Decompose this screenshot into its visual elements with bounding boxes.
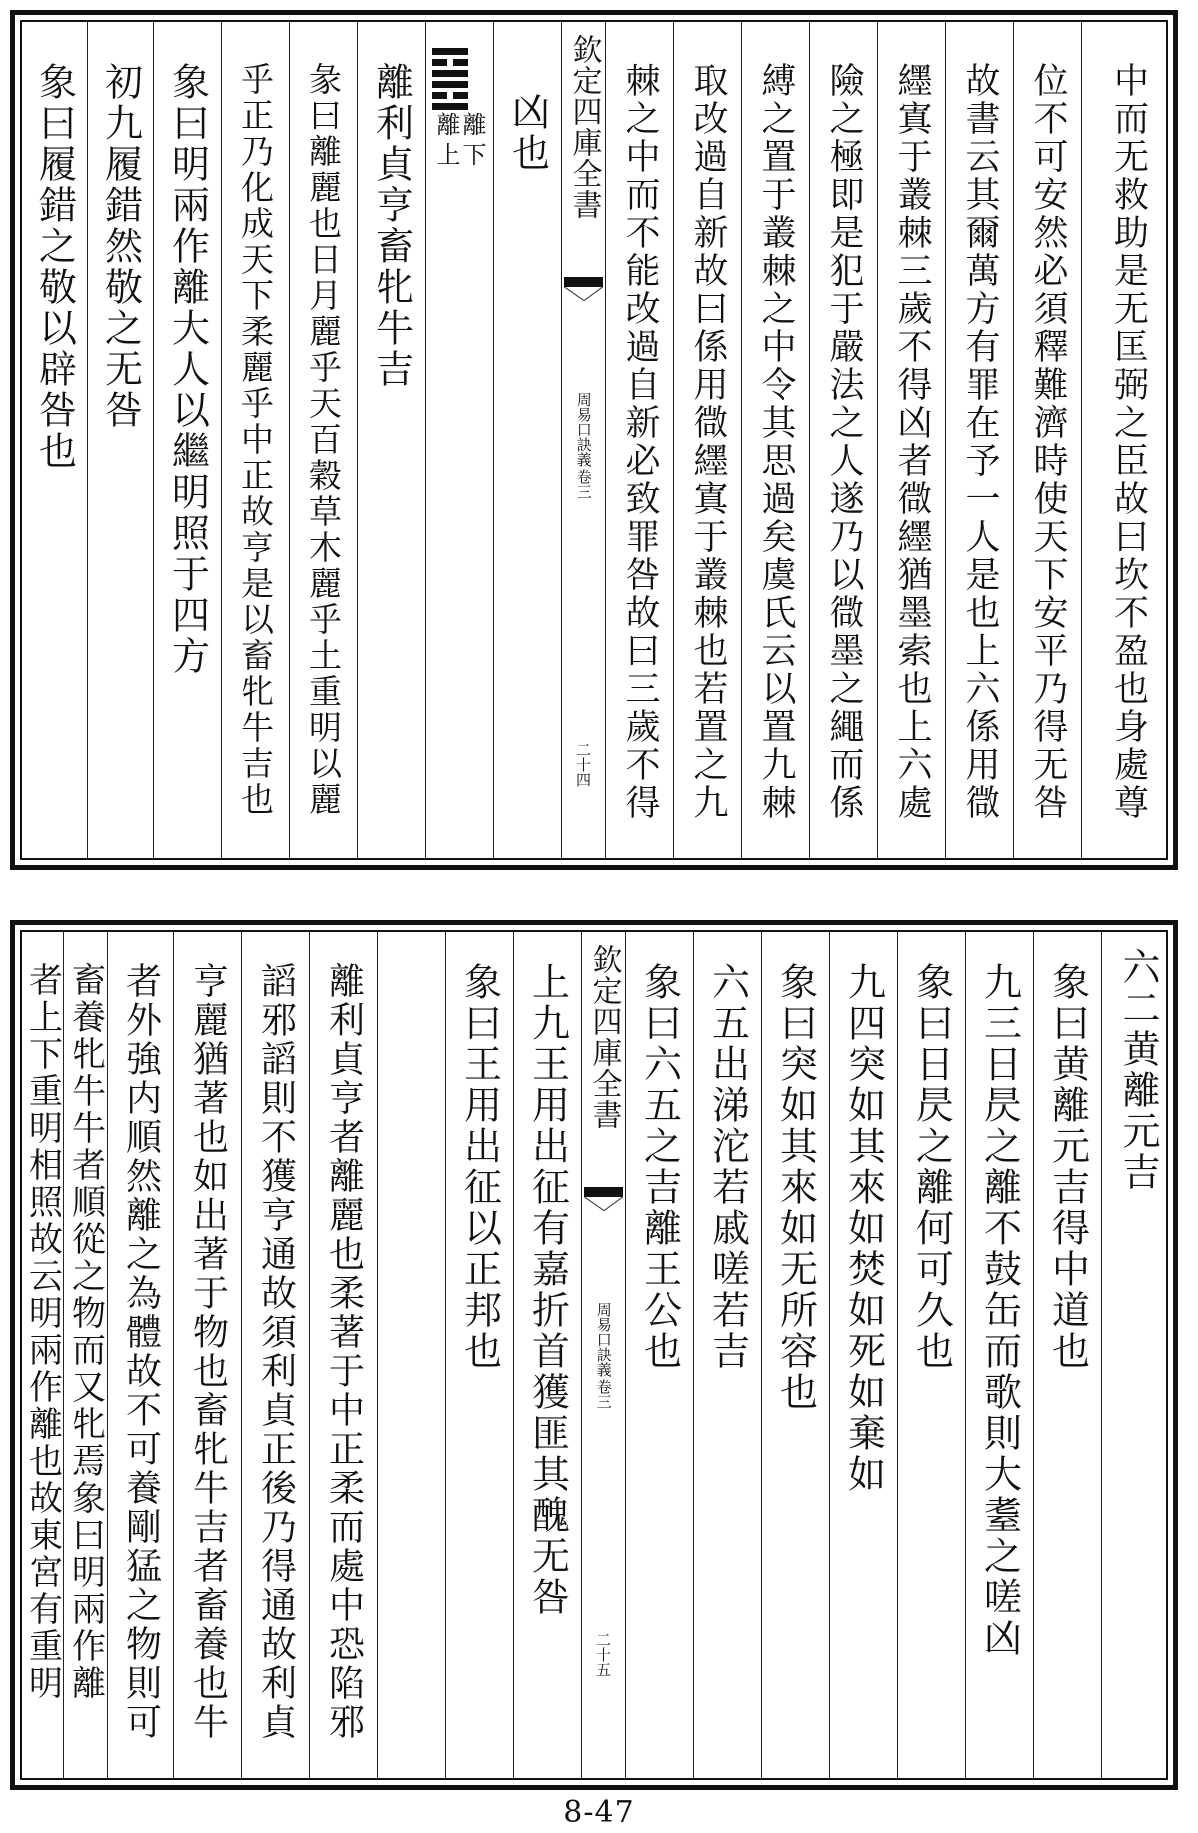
text-column [108,932,174,1778]
text-column [898,932,966,1778]
page-number: 8-47 [563,1795,635,1830]
text-column [966,932,1034,1778]
column-text: 九三日昃之離不鼓缶而歌則大耋之嗟凶 [977,962,1022,1659]
column-text: 亨麗猶著也如出著于物也畜牝牛吉者畜養也牛 [187,962,229,1742]
column-text: 乎正乃化成天下柔麗乎中正故亨是以畜牝牛吉也 [236,62,275,818]
column-text: 象曰突如其來如无所容也 [773,962,818,1413]
hexagram-column [426,22,494,858]
collection-title: 欽定四庫全書 [586,944,622,1130]
column-text: 離利貞亨者離麗也柔著于中正柔而處中恐陷邪 [323,962,365,1742]
text-column [810,22,878,858]
trigram-upper-position: 上 [432,142,460,166]
column-text: 者外強内順然離之為體故不可養剛猛之物則可 [120,962,162,1742]
text-column [1102,932,1168,1778]
column-text: 上九王用出征有嘉折首獲匪其醜无咎 [525,962,570,1618]
text-column [946,22,1014,858]
text-column [830,932,898,1778]
column-text: 險之極即是犯于嚴法之人遂乃以㣲墨之繩而係 [824,62,864,822]
column-text: 棘之中而不能改過自新必致罪咎故曰三歲不得 [620,62,660,822]
column-text: 象曰履錯之敬以辟咎也 [32,62,77,472]
text-column [310,932,378,1778]
trigram-lower-position: 下 [458,142,486,166]
book-info [575,392,592,499]
column-text: 故書云其爾萬方有罪在予一人是也上六係用㣲 [960,62,1000,822]
bottom-page-inner-frame [20,930,1168,1780]
column-text: 縛之置于叢棘之中令其思過矣虞氏云以置九棘 [756,62,796,822]
text-column [762,932,830,1778]
column-text: 象曰六五之吉離王公也 [637,962,682,1372]
bottom-page-frame [10,920,1178,1790]
center-fold-column [562,22,606,858]
column-text: 九四突如其來如焚如死如棄如 [841,962,886,1495]
column-text: 位不可安然必須釋難濟時使天下安平乃得无咎 [1028,62,1068,822]
column-text: 象曰王用出征以正邦也 [457,962,502,1372]
text-column [174,932,242,1778]
text-column [1014,22,1082,858]
column-text: 六五出涕沱若戚嗟若吉 [705,962,750,1372]
fishtail-mark-icon [584,1187,623,1211]
book-title: 周易口訣義 [574,392,593,467]
text-column [242,932,310,1778]
volume-label: 卷三 [594,1379,613,1409]
center-fold-column [582,932,626,1778]
text-column [64,932,108,1778]
text-column [742,22,810,858]
book-title: 周易口訣義 [594,1302,613,1377]
volume-label: 卷三 [574,469,593,499]
column-text: 象曰黄離元吉得中道也 [1045,962,1090,1372]
column-text: 中而无救助是无匡弼之臣故曰坎不盈也身處尊 [1108,62,1149,822]
column-text: 纆寘于叢棘三歲不得凶者㣲纆猶墨索也上六處 [892,62,932,822]
text-column [674,22,742,858]
text-column [1034,932,1102,1778]
blank-column [378,932,446,1778]
text-column [494,22,562,858]
column-text: 取改過自新故曰係用㣲纆寘于叢棘也若置之九 [688,62,728,822]
text-column [22,22,88,858]
text-column [626,932,694,1778]
li-hexagram-icon [432,48,468,114]
top-page-frame [10,10,1178,870]
column-text: 象曰明兩作離大人以繼明照于四方 [165,62,210,677]
column-text: 者上下重明相照故云明兩作離也故東宮有重明 [22,962,63,1702]
column-text: 畜養牝牛牛者順從之物而又牝焉象曰明兩作離 [65,962,106,1702]
trigram-lower-name: 離 [458,112,486,136]
text-column [154,22,222,858]
column-text: 彖曰離麗也日月麗乎天百穀草木麗乎土重明以麗 [304,62,343,818]
text-column [878,22,946,858]
trigram-upper-name: 離 [432,112,460,136]
text-column [694,932,762,1778]
column-text: 初九履錯然敬之无咎 [98,62,143,431]
collection-title: 欽定四庫全書 [566,34,602,220]
folio-number: 二十五 [594,1632,612,1677]
text-column [1082,22,1168,858]
text-column [290,22,358,858]
book-info [595,1302,612,1409]
top-page-inner-frame [20,20,1168,860]
text-column [358,22,426,858]
fishtail-mark-icon [564,277,603,301]
column-text: 六二黄離元吉 [1116,947,1160,1193]
text-column [22,932,64,1778]
text-column [606,22,674,858]
text-column [222,22,290,858]
text-column [88,22,154,858]
text-column [514,932,582,1778]
column-text: 離利貞亨畜牝牛吉 [369,62,414,390]
folio-number: 二十四 [574,742,592,787]
column-text: 凶也 [505,92,550,174]
column-text: 謟邪謟則不獲亨通故須利貞正後乃得通故利貞 [255,962,297,1742]
text-column [446,932,514,1778]
column-text: 象曰日昃之離何可久也 [909,962,954,1372]
